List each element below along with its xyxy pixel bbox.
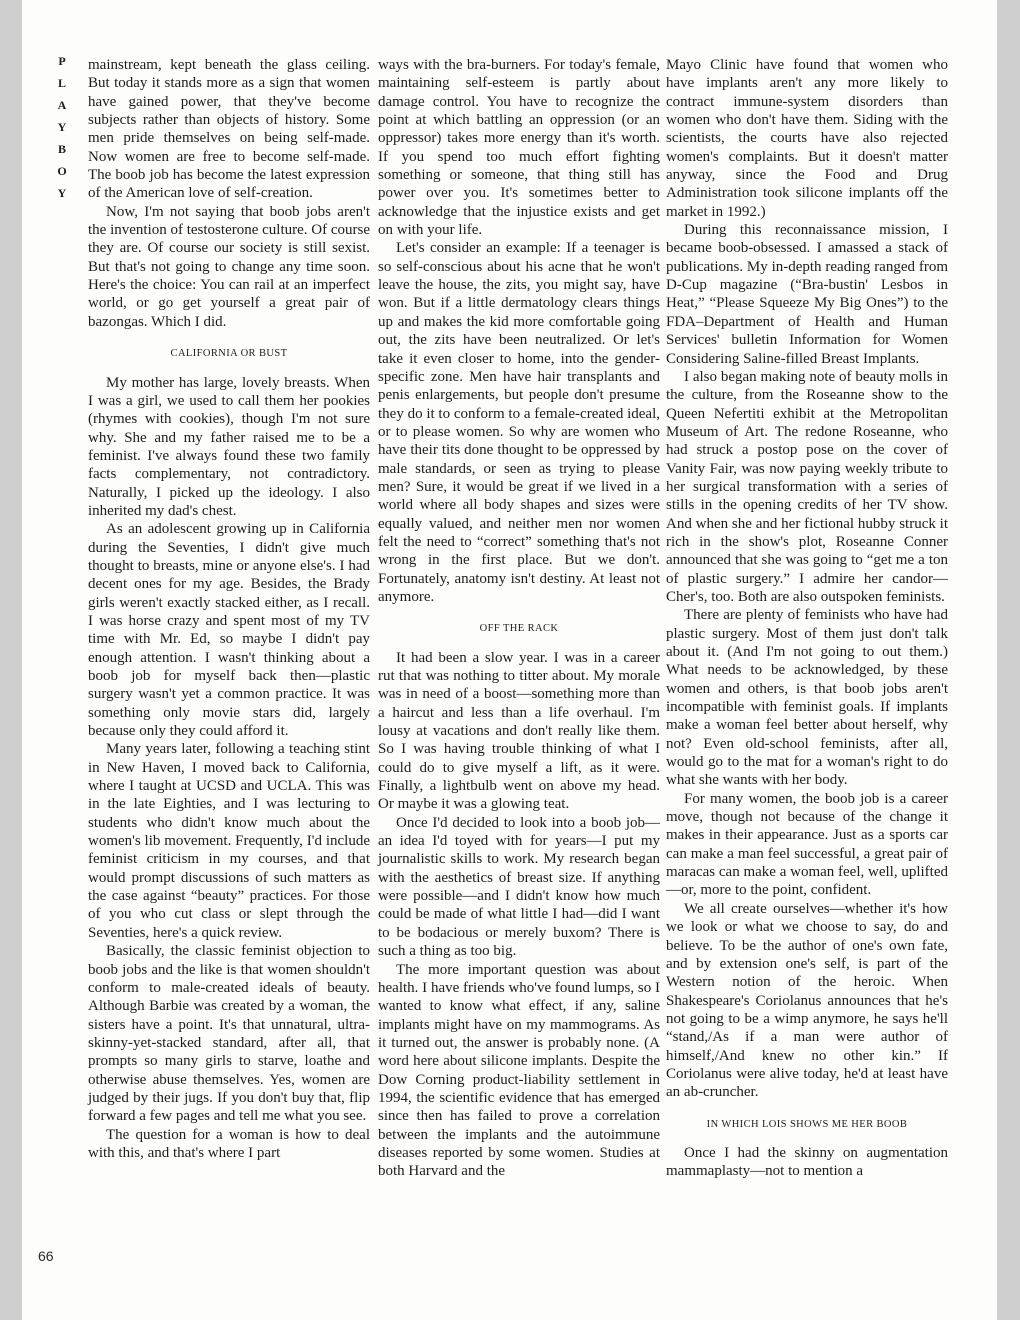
paragraph: Once I'd decided to look into a boob job—an idea I'd toyed with for years—I put my journalistic skills to work. My research began with the aesthetics of breast size. If anything were possible—and I didn't know how much could be made of what little I had—did I want to be bodacious or merely buxom? There is such a thing as too big. [378, 814, 660, 960]
paragraph: Mayo Clinic have found that women who have implants aren't any more likely to contract immune-system disorders than women who don't have them. Siding with the scientists, the courts have also rejected women's complaints. But it doesn't matter anyway, since the Food and Drug Administration took silicone implants off the market in 1992.) [666, 57, 948, 220]
section-heading: IN WHICH LOIS SHOWS ME HER BOOB [706, 1118, 908, 1130]
paragraph: ways with the bra-burners. For today's female, maintaining self-esteem is partly about damage control. You have to recognize the point at which battling an oppression (or an oppressor) takes more energy than it's worth. If you spend too much effort fighting something or someone, that thing still has power over you. It's sometimes better to acknowledge that the injustice exists and get on with your life. [378, 57, 660, 239]
paragraph: Many years later, following a teaching stint in New Haven, I moved back to California, where I taught at UCSD and UCLA. This was in the late Eighties, and I was lecturing to students who didn't know much about the women's lib movement. Frequently, I'd include feminist criticism in my courses, and that would prompt discussions of such matters as the case against “beauty” practices. For those of you who cut class or slept through the Seventies, here's a quick review. [88, 741, 370, 941]
paragraph: The more important question was about health. I have friends who've found lumps, so I wanted to know what effect, if any, saline implants might have on my mammograms. As it turned out, the answer is probably none. (A word here about silicone implants. Despite the Dow Corning product-liability settlement in 1994, the scientific evidence that has emerged since then has failed to prove a correlation between the implants and the autoimmune diseases reported by some women. Studies at both Harvard and the [378, 961, 660, 1180]
running-head-letter: O [57, 164, 67, 178]
text-column-1 [88, 56, 370, 1162]
running-head-letter: Y [57, 186, 67, 200]
paragraph: Once I had the skinny on augmentation mammaplasty—not to mention a [666, 1144, 948, 1180]
running-head-letter: L [57, 76, 66, 90]
running-head-letter: A [57, 98, 67, 112]
paragraph: Now, I'm not saying that boob jobs aren't the invention of testosterone culture. Of course they are. Of course our society is still sexist. But that's not going to change any time soon. Here's the choice: You can rail at an imperfect world, or go get yourself a great pair of bazongas. Which I did. [88, 203, 370, 330]
paragraph: Let's consider an example: If a teenager is so self-conscious about his acne that he won't leave the house, the zits, you might say, have won. But if a little dermatology clears things up and makes the kid more comfortable going out, the zits have been neutralized. Or let's take it even closer to home, into the gender-specific zone. Men have hair transplants and penis enlargements, but people don't presume they do it to conform to a female-created ideal, or to please women. So why are women who have their tits done thought to be oppressed by male standards, or seen as trying to please men? Sure, it would be great if we lived in a world where all body shapes and sizes were equally valued, and neither men nor women felt the need to “correct” something that's not wrong in the first place. But we don't. Fortunately, anatomy isn't destiny. At least not anymore. [378, 240, 660, 605]
section-heading: OFF THE RACK [479, 623, 559, 635]
text-column-3 [666, 56, 948, 1181]
section-heading: CALIFORNIA OR BUST [170, 348, 288, 360]
magazine-page [22, 0, 997, 1320]
page-number: 66 [38, 1248, 54, 1264]
paragraph: The question for a woman is how to deal with this, and that's where I part [88, 1126, 370, 1161]
paragraph: As an adolescent growing up in California during the Seventies, I didn't give much thought to breasts, mine or anyone else's. I had decent ones for my age. Besides, the Brady girls weren't exactly stacked either, as I recall. I was horse crazy and spent most of my TV time with Mr. Ed, so maybe I didn't pay enough attention. I wasn't thinking about a boob job for myself back then—plastic surgery wasn't yet a common practice. It was something only movie stars did, largely because only they could afford it. [88, 521, 370, 740]
paragraph: My mother has large, lovely breasts. When I was a girl, we used to call them her pookies (rhymes with cookies), though I'm not sure why. She and my father raised me to be a feminist. I've always found these two family facts complementary, not contradictory. Naturally, I picked up the ideology. I also inherited my dad's chest. [88, 374, 370, 519]
paragraph: It had been a slow year. I was in a career rut that was nothing to titter about. My morale was in need of a boost—something more than a haircut and less than a life overhaul. I'm lousy at vacations and don't really like them. So I was having trouble thinking of what I could do to give myself a lift, as it were. Finally, a lightbulb went on above my head. Or maybe it was a glowing teat. [378, 649, 660, 813]
running-head-letter: P [58, 54, 66, 68]
paragraph: I also began making note of beauty molls in the culture, from the Roseanne show to the Queen Nefertiti exhibit at the Metropolitan Museum of Art. The redone Roseanne, who had struck a postop pose on the cover of Vanity Fair, was now paying weekly tribute to her surgical transformation with a series of stills in the opening credits of her TV show. And when she and her fictional hubby struck it rich in the show's plot, Roseanne Conner announced that she was going to “get me a ton of plastic surgery.” I admire her candor—Cher's, too. Both are also outspoken feminists. [666, 368, 948, 605]
paragraph: During this reconnaissance mission, I became boob-obsessed. I amassed a stack of publications. My in-depth reading ranged from D-Cup magazine (“Bra-bustin' Lesbos in Heat,” “Please Squeeze My Big Ones”) to the FDA–Department of Health and Human Services' bulletin Information for Women Considering Saline-filled Breast Implants. [666, 222, 948, 367]
running-head-letter: B [57, 142, 66, 156]
paragraph: For many women, the boob job is a career move, though not because of the change it makes in their appearance. Just as a sports car can make a man feel successful, a great pair of maracas can make a woman feel, well, uplifted—or, more to the point, confident. [666, 790, 948, 899]
text-column-2 [378, 56, 660, 1181]
running-head [50, 52, 74, 202]
paragraph: There are plenty of feminists who have had plastic surgery. Most of them just don't talk about it. (And I'm not going to out them.) What needs to be acknowledged, by these women and others, is that boob jobs aren't incompatible with feminist goals. If implants make a woman feel better about herself, why not? Even old-school feminists, after all, would go to the mat for a woman's right to do what she wants with her body. [666, 607, 948, 789]
paragraph: We all create ourselves—whether it's how we look or what we choose to say, do and believe. To be the author of one's own fate, and by extension one's self, is part of the Western notion of the heroic. When Shakespeare's Coriolanus announces that he's not going to be a wimp anymore, he says he'll “stand,/As if a man were author of himself,/And knew no other kin.” If Coriolanus were alive today, he'd at least have an ab-cruncher. [666, 900, 948, 1101]
running-head-letter: Y [57, 120, 67, 134]
paragraph: mainstream, kept beneath the glass ceiling. But today it stands more as a sign that women have gained power, that they've become subjects rather than objects of history. Some men pride themselves on being self-made. Now women are free to become self-made. The boob job has become the latest expression of the American love of self-creation. [88, 57, 370, 202]
paragraph: Basically, the classic feminist objection to boob jobs and the like is that women shouldn't conform to male-created ideals of beauty. Although Barbie was created by a woman, the sisters have a point. It's that unnatural, ultra-skinny-yet-stacked standard, after all, that prompts so many girls to starve, loathe and otherwise abuse themselves. Yes, women are judged by their jugs. If you don't buy that, flip forward a few pages and tell me what you see. [88, 943, 370, 1125]
